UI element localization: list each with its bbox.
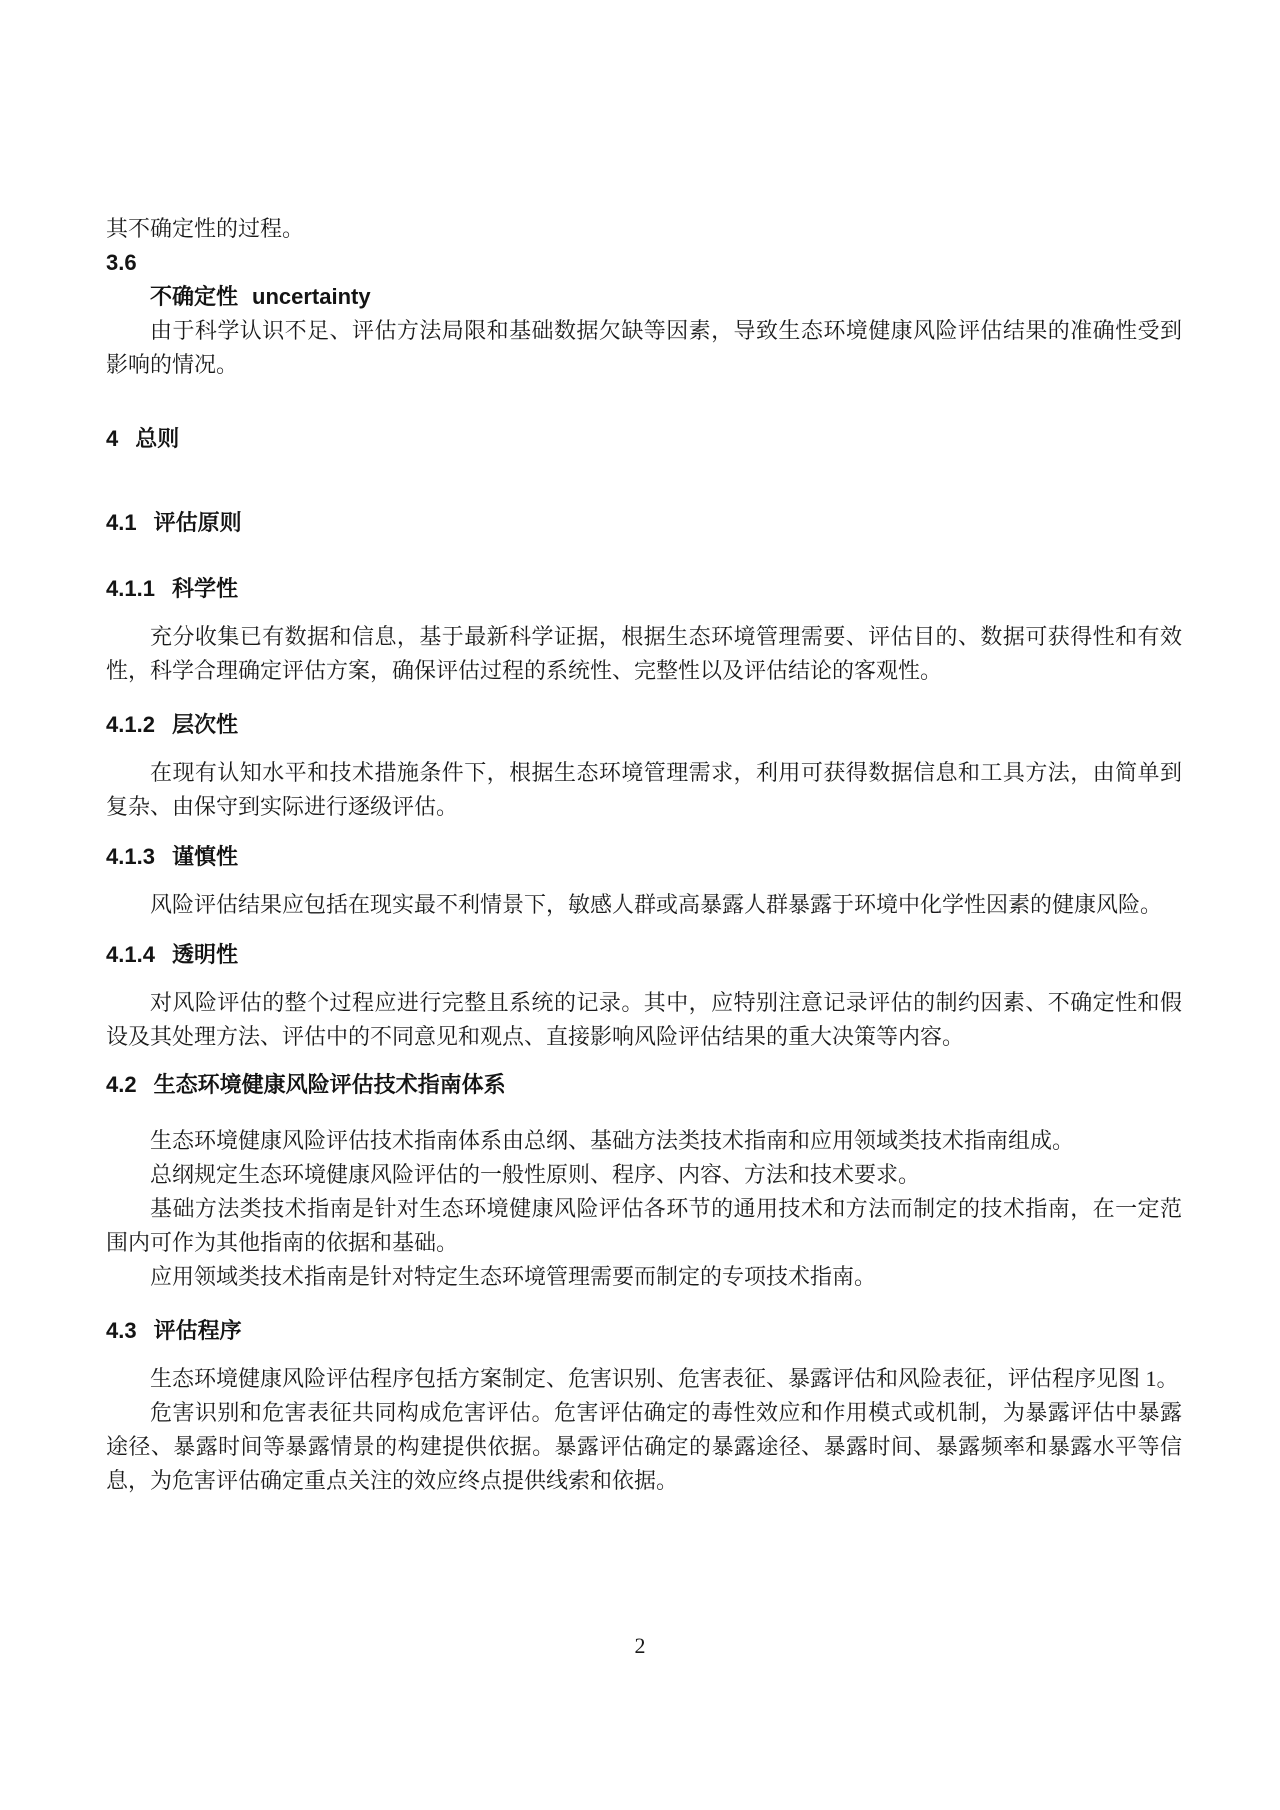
body-paragraph: 危害识别和危害表征共同构成危害评估。危害评估确定的毒性效应和作用模式或机制，为暴露评估中暴露途径、暴露时间等暴露情景的构建提供依据。暴露评估确定的暴露途径、暴露时间、暴露频率和暴露水平等信息，为危害评估确定重点关注的效应终点提供线索和依据。 bbox=[106, 1400, 1182, 1493]
section-heading-4-1-3 bbox=[106, 840, 1182, 874]
heading-number: 4.1.4 bbox=[106, 942, 155, 967]
heading-number: 4.1.3 bbox=[106, 844, 155, 869]
heading-title: 评估原则 bbox=[153, 510, 242, 535]
body-paragraph: 生态环境健康风险评估程序包括方案制定、危害识别、危害表征、暴露评估和风险表征，评估程序见图 1。 bbox=[150, 1366, 1179, 1391]
heading-number: 4.1.1 bbox=[106, 576, 155, 601]
body-paragraph: 由于科学认识不足、评估方法局限和基础数据欠缺等因素，导致生态环境健康风险评估结果的准确性受到影响的情况。 bbox=[106, 318, 1182, 377]
term-heading-uncertainty bbox=[106, 280, 1182, 314]
heading-title: 科学性 bbox=[171, 576, 238, 601]
heading-title: 生态环境健康风险评估技术指南体系 bbox=[153, 1072, 506, 1097]
document-body bbox=[106, 212, 1182, 1498]
body-paragraph: 生态环境健康风险评估技术指南体系由总纲、基础方法类技术指南和应用领域类技术指南组成。 bbox=[150, 1128, 1075, 1153]
heading-title: 透明性 bbox=[171, 942, 238, 967]
heading-title: 层次性 bbox=[171, 712, 238, 737]
section-heading-4-1-4 bbox=[106, 938, 1182, 972]
paragraph-continuation: 其不确定性的过程。 bbox=[106, 216, 305, 241]
section-heading-4 bbox=[106, 422, 1182, 456]
heading-number: 4.3 bbox=[106, 1318, 137, 1343]
heading-number: 4 bbox=[106, 426, 119, 451]
heading-title: 谨慎性 bbox=[171, 844, 238, 869]
term-en-label: uncertainty bbox=[252, 284, 371, 309]
heading-title: 评估程序 bbox=[153, 1318, 242, 1343]
body-paragraph: 风险评估结果应包括在现实最不利情景下，敏感人群或高暴露人群暴露于环境中化学性因素的健康风险。 bbox=[150, 892, 1163, 917]
body-paragraph: 总纲规定生态环境健康风险评估的一般性原则、程序、内容、方法和技术要求。 bbox=[150, 1162, 921, 1187]
body-paragraph: 应用领域类技术指南是针对特定生态环境管理需要而制定的专项技术指南。 bbox=[150, 1264, 877, 1289]
heading-number: 4.1 bbox=[106, 510, 137, 535]
section-heading-4-1-2 bbox=[106, 708, 1182, 742]
section-heading-4-3 bbox=[106, 1314, 1182, 1348]
page-number: 2 bbox=[634, 1633, 646, 1658]
clause-number-3-6: 3.6 bbox=[106, 250, 137, 275]
section-heading-4-1-1 bbox=[106, 572, 1182, 606]
body-paragraph: 对风险评估的整个过程应进行完整且系统的记录。其中，应特别注意记录评估的制约因素、不确定性和假设及其处理方法、评估中的不同意见和观点、直接影响风险评估结果的重大决策等内容。 bbox=[106, 990, 1182, 1049]
section-heading-4-2 bbox=[106, 1068, 1182, 1102]
body-paragraph: 在现有认知水平和技术措施条件下，根据生态环境管理需求，利用可获得数据信息和工具方法，由简单到复杂、由保守到实际进行逐级评估。 bbox=[106, 760, 1182, 819]
heading-title: 总则 bbox=[135, 426, 180, 451]
heading-number: 4.2 bbox=[106, 1072, 137, 1097]
body-paragraph: 基础方法类技术指南是针对生态环境健康风险评估各环节的通用技术和方法而制定的技术指南，在一定范围内可作为其他指南的依据和基础。 bbox=[106, 1196, 1182, 1255]
term-zh-label: 不确定性 bbox=[150, 284, 239, 309]
section-heading-4-1 bbox=[106, 506, 1182, 540]
body-paragraph: 充分收集已有数据和信息，基于最新科学证据，根据生态环境管理需要、评估目的、数据可获得性和有效性，科学合理确定评估方案，确保评估过程的系统性、完整性以及评估结论的客观性。 bbox=[106, 624, 1182, 683]
heading-number: 4.1.2 bbox=[106, 712, 155, 737]
